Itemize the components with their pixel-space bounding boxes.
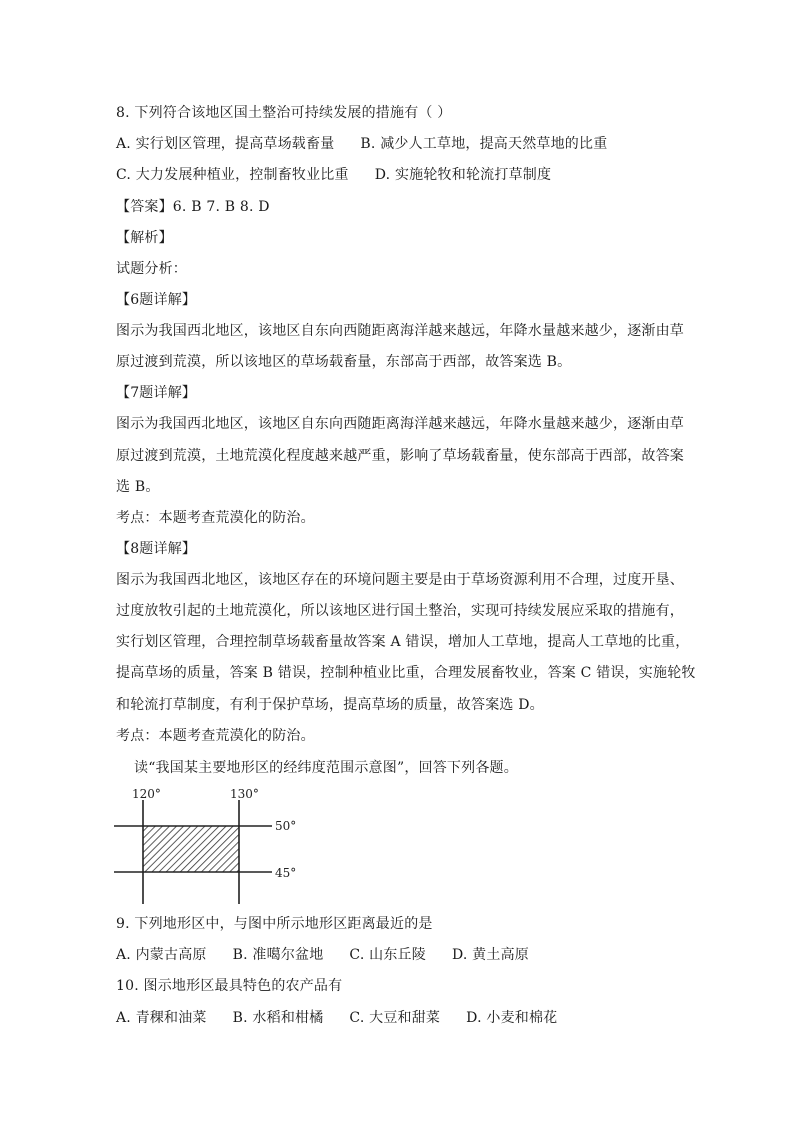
q10-option-c: C. 大豆和甜菜	[349, 1010, 441, 1026]
detail8-line: 过度放牧引起的土地荒漠化，所以该地区进行国土整治，实现可持续发展应采取的措施有，	[116, 603, 684, 619]
lat-label-45: 45°	[275, 866, 297, 880]
detail6-line: 图示为我国西北地区，该地区自东向西随距离海洋越来越远，年降水量越来越少，逐渐由草	[116, 323, 684, 339]
detail6-line: 原过渡到荒漠，所以该地区的草场载畜量，东部高于西部，故答案选 B。	[116, 354, 572, 370]
detail8-line: 实行划区管理，合理控制草场载畜量故答案 A 错误，增加人工草地，提高人工草地的比重，	[116, 634, 690, 650]
q8-option-d: D. 实施轮牧和轮流打草制度	[374, 167, 552, 183]
q8-option-c: C. 大力发展种植业，控制畜牧业比重	[116, 167, 349, 183]
q9-option-b: B. 准噶尔盆地	[232, 947, 324, 963]
lon-label-120: 120°	[132, 787, 161, 801]
q10-option-a: A. 青稞和油菜	[116, 1010, 207, 1026]
q8-option-b: B. 减少人工草地，提高天然草地的比重	[360, 136, 608, 152]
reading-prompt: 读“我国某主要地形区的经纬度范围示意图”，回答下列各题。	[134, 760, 518, 776]
detail7-line: 图示为我国西北地区，该地区自东向西随距离海洋越来越远，年降水量越来越少，逐渐由草	[116, 416, 684, 432]
q9-options	[116, 945, 529, 965]
detail8-kaodian: 考点：本题考查荒漠化的防治。	[116, 728, 315, 744]
q9-stem: 9. 下列地形区中，与图中所示地形区距离最近的是	[116, 916, 433, 932]
q10-option-d: D. 小麦和棉花	[466, 1010, 558, 1026]
q10-stem: 10. 图示地形区最具特色的农产品有	[116, 978, 343, 994]
detail8-line: 提高草场的质量，答案 B 错误，控制种植业比重，合理发展畜牧业，答案 C 错误，实施轮牧	[116, 665, 696, 681]
q9-option-d: D. 黄土高原	[451, 947, 529, 963]
hatched-region	[143, 826, 239, 872]
answer-line: 【答案】6. B 7. B 8. D	[116, 199, 270, 215]
detail7-kaodian: 考点：本题考查荒漠化的防治。	[116, 510, 315, 526]
q8-option-a: A. 实行划区管理，提高草场载畜量	[116, 136, 335, 152]
q9-option-a: A. 内蒙古高原	[116, 947, 207, 963]
q8-options-row1	[116, 134, 607, 154]
detail7-title: 【7题详解】	[116, 385, 197, 401]
lat-label-50: 50°	[275, 819, 297, 833]
lon-label-130: 130°	[230, 787, 259, 801]
q10-option-b: B. 水稻和柑橘	[232, 1010, 324, 1026]
analysis-intro: 试题分析：	[116, 261, 187, 277]
detail6-title: 【6题详解】	[116, 292, 197, 308]
analysis-title: 【解析】	[116, 230, 173, 246]
lat-lon-range-map	[112, 784, 312, 908]
detail8-line: 图示为我国西北地区，该地区存在的环境问题主要是由于草场资源利用不合理，过度开垦、	[116, 572, 684, 588]
detail7-line: 选 B。	[116, 479, 160, 495]
q9-option-c: C. 山东丘陵	[349, 947, 426, 963]
lat-lon-map-svg	[112, 784, 312, 908]
q10-options	[116, 1008, 557, 1028]
q8-stem: 8. 下列符合该地区国土整治可持续发展的措施有（ ）	[116, 105, 452, 121]
detail7-line: 原过渡到荒漠，土地荒漠化程度越来越严重，影响了草场载畜量，使东部高于西部，故答案	[116, 448, 684, 464]
detail8-title: 【8题详解】	[116, 541, 197, 557]
q8-options-row2	[116, 165, 551, 185]
detail8-line: 和轮流打草制度，有利于保护草场，提高草场的质量，故答案选 D。	[116, 697, 544, 713]
